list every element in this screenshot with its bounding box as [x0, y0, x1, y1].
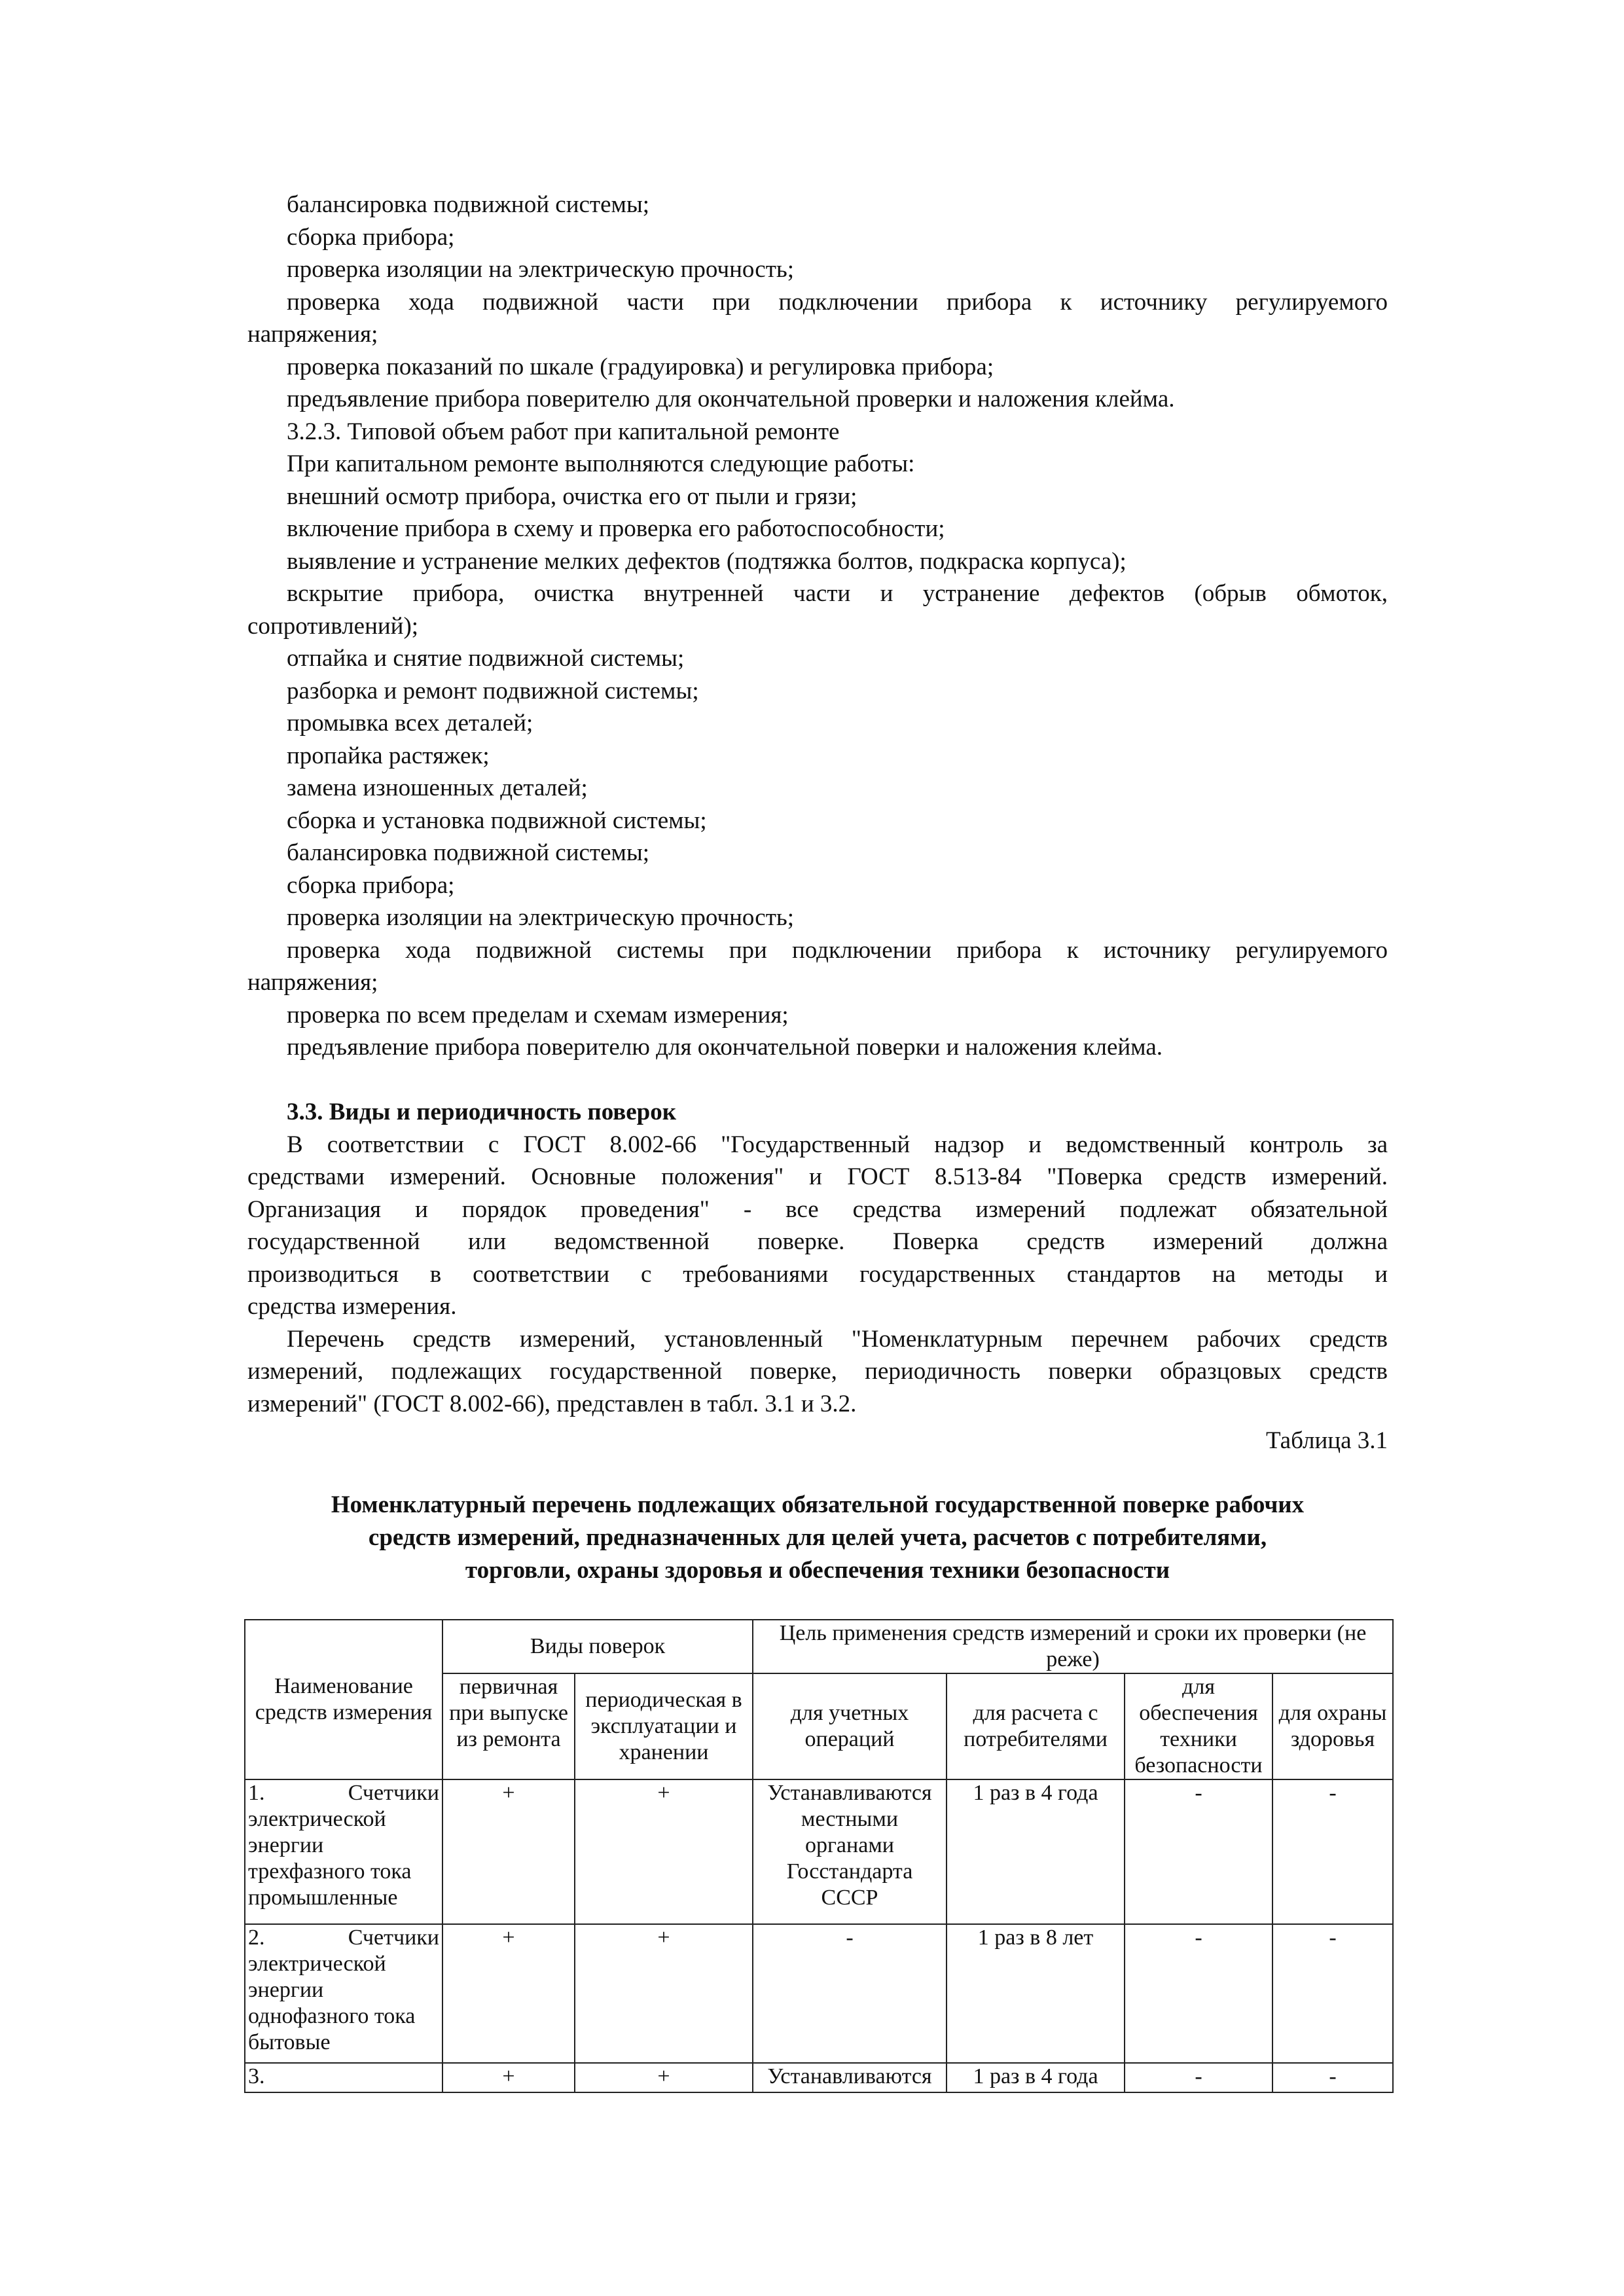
text-line: балансировка подвижной системы; [287, 191, 650, 218]
cell-calc: 1 раз в 4 года [947, 2063, 1125, 2092]
header-types: Виды поверок [442, 1620, 753, 1673]
header-calc: для расчета с потребителями [947, 1673, 1125, 1779]
text-line: производиться в соответствии с требованиями государственных стандартов на методы и [247, 1260, 1388, 1288]
text-line: сопротивлений); [247, 612, 419, 640]
text-line: напряжения; [247, 969, 378, 996]
cell-safety: - [1125, 2063, 1272, 2092]
text-line: предъявление прибора поверителю для окончательной поверки и наложения клейма. [287, 1034, 1163, 1061]
header-periodic: периодическая в эксплуатации и хранении [575, 1673, 753, 1779]
cell-account: - [753, 1924, 947, 2063]
text-line: проверка хода подвижной системы при подключении прибора к источнику регулируемого [287, 936, 1388, 964]
text-line: сборка прибора; [287, 871, 455, 899]
cell-primary: + [442, 2063, 575, 2092]
header-primary: первичная при выпуске из ремонта [442, 1673, 575, 1779]
text-line: средства измерения. [247, 1293, 457, 1320]
cell-name [245, 1924, 442, 2063]
cell-name-rest: электрической энергии однофазного тока бытовые [248, 1952, 416, 2054]
text-line: замена изношенных деталей; [287, 774, 588, 801]
cell-name: 3. [245, 2063, 442, 2092]
table-title [247, 1489, 1388, 1587]
cell-account: Устанавливаются местными органами Госстандарта СССР [753, 1779, 947, 1924]
text-line: сборка и установка подвижной системы; [287, 807, 707, 834]
text-line: При капитальном ремонте выполняются следующие работы: [287, 450, 915, 477]
text-line: пропайка растяжек; [287, 742, 490, 769]
cell-health: - [1272, 1924, 1393, 2063]
table-row [245, 1924, 1393, 2063]
cell-periodic: + [575, 1924, 753, 2063]
cell-name-first-line [248, 1780, 439, 1806]
table-title-line: средств измерений, предназначенных для целей учета, расчетов с потребителями, [368, 1524, 1267, 1551]
text-line: промывка всех деталей; [287, 710, 533, 737]
subsection-title: 3.2.3. Типовой объем работ при капитальной ремонте [287, 418, 840, 445]
text-line: вскрытие прибора, очистка внутренней части и устранение дефектов (обрыв обмоток, [287, 580, 1388, 607]
text-line: проверка изоляции на электрическую прочность; [287, 904, 795, 931]
cell-health: - [1272, 2063, 1393, 2092]
text-line: предъявление прибора поверителю для окончательной проверки и наложения клейма. [287, 386, 1175, 412]
cell-health: - [1272, 1779, 1393, 1924]
cell-name-rest: электрической энергии трехфазного тока промышленные [248, 1807, 412, 1910]
cell-primary: + [442, 1779, 575, 1924]
verification-table [244, 1619, 1394, 2093]
table-title-line: Номенклатурный перечень подлежащих обязательной государственной поверке рабочих [331, 1491, 1305, 1518]
text-line: балансировка подвижной системы; [287, 839, 650, 866]
table-label: Таблица 3.1 [1266, 1427, 1388, 1454]
text-line: государственной или ведомственной поверке. Поверка средств измерений должна [247, 1228, 1388, 1255]
header-safety: для обеспечения техники безопасности [1125, 1673, 1272, 1779]
cell-safety: - [1125, 1924, 1272, 2063]
body-text [247, 189, 1388, 1420]
cell-calc: 1 раз в 4 года [947, 1779, 1125, 1924]
cell-calc: 1 раз в 8 лет [947, 1924, 1125, 2063]
text-line: внешний осмотр прибора, очистка его от пыли и грязи; [287, 483, 857, 510]
header-name: Наименование средств измерения [245, 1620, 442, 1779]
spacer [247, 1064, 1388, 1097]
cell-name-word: Счетчики [348, 1781, 439, 1805]
cell-name-number: 2. [248, 1925, 265, 1950]
cell-periodic: + [575, 1779, 753, 1924]
text-line: Организация и порядок проведения" - все средства измерений подлежат обязательной [247, 1195, 1388, 1223]
text-line: проверка показаний по шкале (градуировка) и регулировка прибора; [287, 353, 994, 380]
header-purpose: Цель применения средств измерений и сроки их проверки (не реже) [753, 1620, 1393, 1673]
cell-name-number: 1. [248, 1781, 265, 1805]
text-line: средствами измерений. Основные положения" и ГОСТ 8.513-84 "Поверка средств измерений. [247, 1163, 1388, 1190]
text-line: проверка хода подвижной части при подключении прибора к источнику регулируемого [287, 288, 1388, 316]
cell-name-word: Счетчики [348, 1925, 439, 1950]
text-line: измерений, подлежащих государственной поверке, периодичность поверки образцовых средств [247, 1358, 1388, 1385]
text-line: отпайка и снятие подвижной системы; [287, 645, 685, 672]
text-line: напряжения; [247, 321, 378, 348]
cell-primary: + [442, 1924, 575, 2063]
header-health: для охраны здоровья [1272, 1673, 1393, 1779]
cell-name [245, 1779, 442, 1924]
cell-account: Устанавливаются [753, 2063, 947, 2092]
text-line: В соответствии с ГОСТ 8.002-66 "Государственный надзор и ведомственный контроль за [287, 1131, 1388, 1158]
cell-name-first-line [248, 1925, 439, 1951]
table-row [245, 2063, 1393, 2092]
text-line: проверка по всем пределам и схемам измерения; [287, 1001, 789, 1029]
text-line: Перечень средств измерений, установленный "Номенклатурным перечнем рабочих средств [287, 1325, 1388, 1353]
cell-periodic: + [575, 2063, 753, 2092]
table-title-line: торговли, охраны здоровья и обеспечения техники безопасности [465, 1557, 1170, 1584]
table-row [245, 1779, 1393, 1924]
text-line: включение прибора в схему и проверка его работоспособности; [287, 515, 945, 542]
text-line: выявление и устранение мелких дефектов (подтяжка болтов, подкраска корпуса); [287, 547, 1127, 575]
text-line: разборка и ремонт подвижной системы; [287, 677, 699, 704]
section-heading: 3.3. Виды и периодичность поверок [287, 1099, 677, 1125]
text-line: измерений" (ГОСТ 8.002-66), представлен в табл. 3.1 и 3.2. [247, 1390, 857, 1417]
header-account: для учетных операций [753, 1673, 947, 1779]
table-header-row [245, 1620, 1393, 1673]
cell-safety: - [1125, 1779, 1272, 1924]
text-line: сборка прибора; [287, 223, 455, 251]
text-line: проверка изоляции на электрическую прочность; [287, 256, 795, 283]
